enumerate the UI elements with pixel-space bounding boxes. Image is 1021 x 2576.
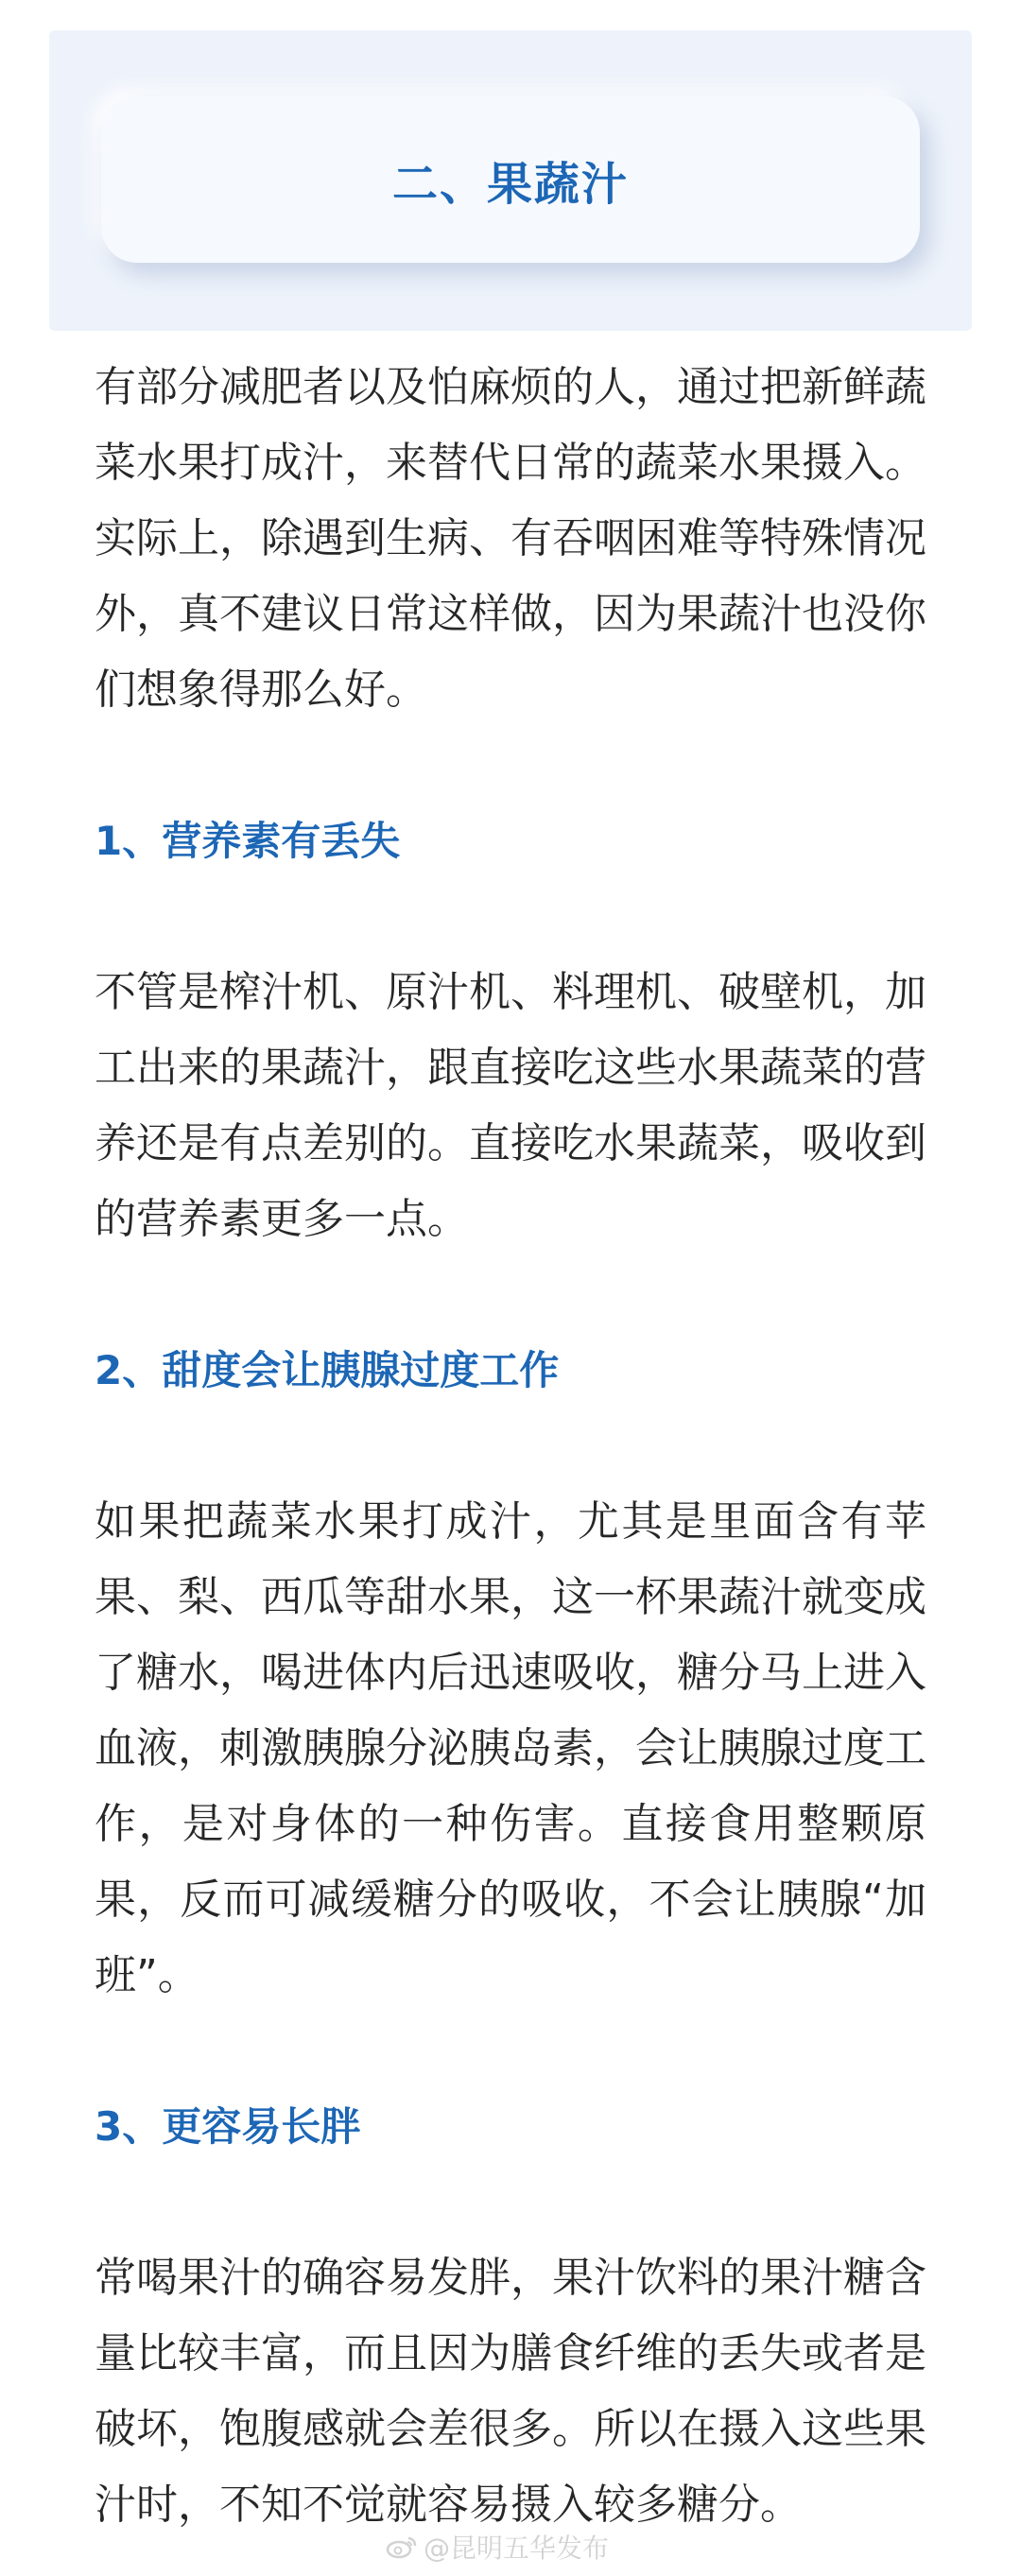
intro-paragraph: 有部分减肥者以及怕麻烦的人，通过把新鲜蔬菜水果打成汁，来替代日常的蔬菜水果摄入。实际上，除遇到生病、有吞咽困难等特殊情况外，真不建议日常这样做，因为果蔬汁也没你们想象得那么好。 <box>95 363 926 714</box>
section-header-panel <box>49 30 972 331</box>
section-header-card <box>101 96 920 263</box>
watermark <box>386 2528 609 2566</box>
article-body <box>95 350 926 2543</box>
weibo-icon <box>386 2534 418 2559</box>
section-title: 二、果蔬汁 <box>391 157 629 211</box>
paragraph-nutrient-loss: 不管是榨汁机、原汁机、料理机、破壁机，加工出来的果蔬汁，跟直接吃这些水果蔬菜的营养还是有点差别的。直接吃水果蔬菜，吸收到的营养素更多一点。 <box>95 968 926 1243</box>
subheading-nutrient-loss: 1、营养素有丢失 <box>95 818 401 864</box>
subheading-pancreas: 2、甜度会让胰腺过度工作 <box>95 1347 560 1393</box>
paragraph-weight-gain: 常喝果汁的确容易发胖，果汁饮料的果汁糖含量比较丰富，而且因为膳食纤维的丢失或者是破坏，饱腹感就会差很多。所以在摄入这些果汁时，不知不觉就容易摄入较多糖分。 <box>95 2254 926 2529</box>
subheading-weight-gain: 3、更容易长胖 <box>95 2103 361 2150</box>
watermark-text: @昆明五华发布 <box>424 2533 610 2564</box>
paragraph-pancreas: 如果把蔬菜水果打成汁，尤其是里面含有苹果、梨、西瓜等甜水果，这一杯果蔬汁就变成了糖水，喝进体内后迅速吸收，糖分马上进入血液，刺激胰腺分泌胰岛素，会让胰腺过度工作，是对身体的一种伤害。直接食用整颗原果，反而可减缓糖分的吸收，不会让胰腺“加班”。 <box>95 1497 926 1999</box>
